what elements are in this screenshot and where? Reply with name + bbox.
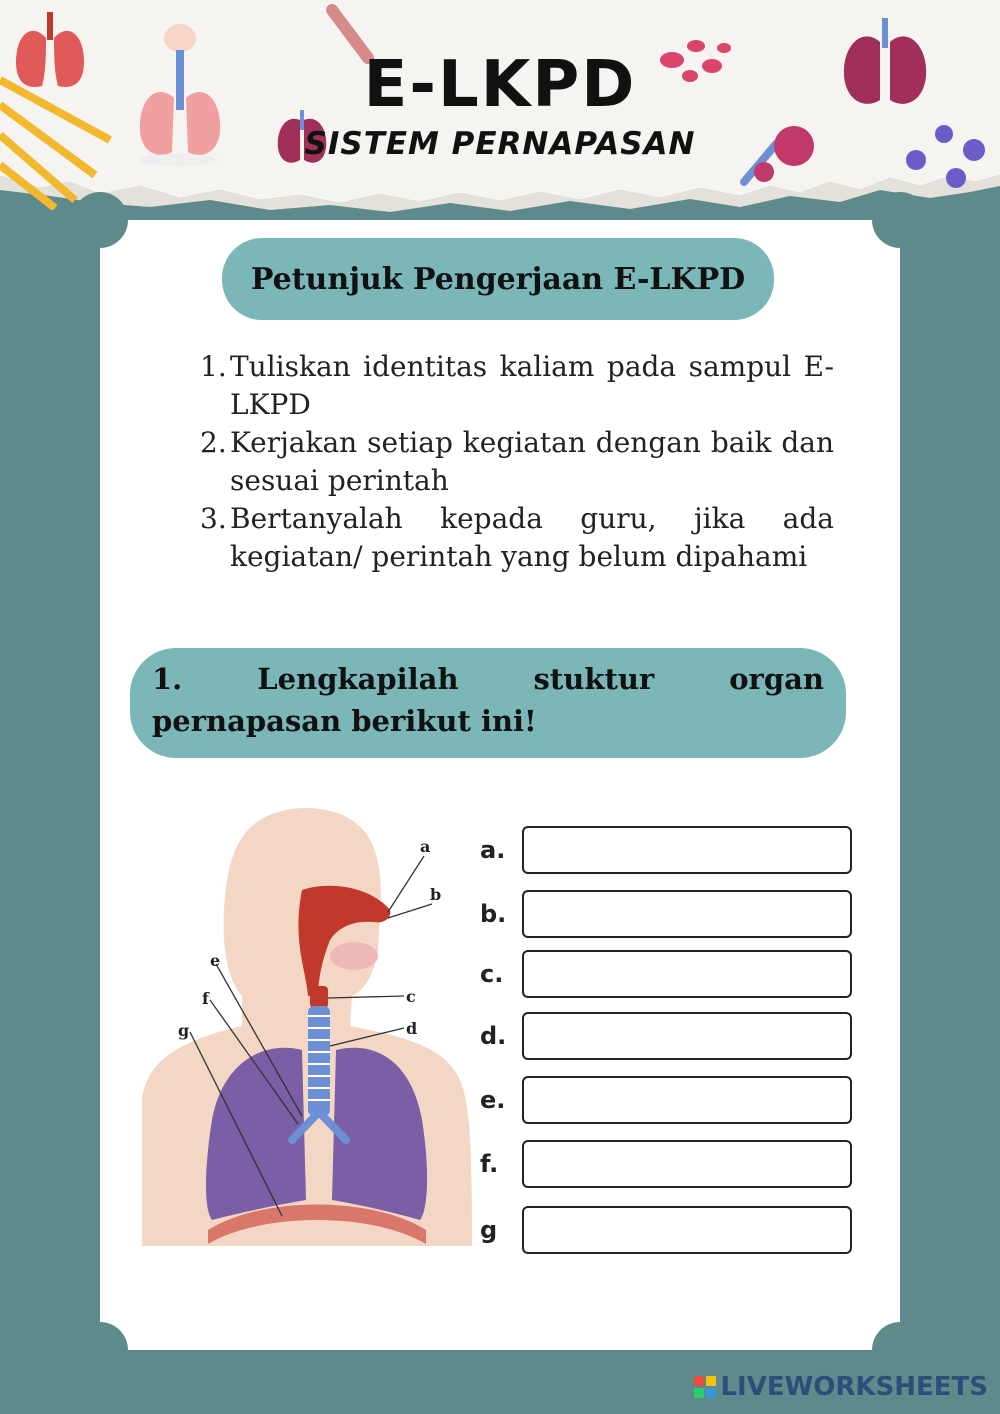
answer-f-input[interactable] [522,1140,852,1188]
card-corner [872,192,928,248]
answer-label: a. [480,836,506,864]
instruction-number: 1. [200,350,227,383]
card-corner [72,192,128,248]
instruction-text: Tuliskan identitas kaliam pada sampul E-LKPD [230,350,834,421]
answer-row [480,1206,860,1258]
task-line-2: pernapasan berikut ini! [152,704,537,738]
answer-row [480,890,860,942]
worksheet-card [100,220,900,1350]
page-title: E-LKPD [363,48,637,122]
instruction-text: Kerjakan setiap kegiatan dengan baik dan sesuai perintah [230,426,834,497]
instruction-text: Bertanyalah kepada guru, jika ada kegiatan/ perintah yang belum dipahami [230,502,834,573]
diagram-label: a [420,837,431,856]
task-prompt [130,648,846,758]
answer-label: f. [480,1150,499,1178]
answer-row [480,950,860,1002]
diagram-label: g [178,1021,190,1040]
respiratory-diagram [142,800,478,1250]
instruction-number: 2. [200,426,227,459]
answer-row [480,1076,860,1128]
instructions-list [200,348,834,576]
brand-name: LIVEWORKSHEETS [720,1372,988,1402]
answer-label: e. [480,1086,506,1114]
answer-label: b. [480,900,507,928]
diagram-label: e [210,951,221,970]
answer-d-input[interactable] [522,1012,852,1060]
page-subtitle: SISTEM PERNAPASAN [304,126,696,162]
answer-label: g [480,1216,498,1244]
answer-label: d. [480,1022,507,1050]
answer-e-input[interactable] [522,1076,852,1124]
instruction-item [200,500,834,576]
instruction-item [200,348,834,424]
answer-g-input[interactable] [522,1206,852,1254]
card-corner [72,1322,128,1378]
answer-row [480,826,860,878]
answer-b-input[interactable] [522,890,852,938]
larynx [310,986,328,1008]
answer-label: c. [480,960,504,988]
answer-row [480,1140,860,1192]
instructions-heading: Petunjuk Pengerjaan E-LKPD [222,238,774,320]
answer-a-input[interactable] [522,826,852,874]
diagram-label: b [430,885,442,904]
liveworksheets-brand[interactable] [694,1370,988,1404]
diagram-label: f [202,989,209,1008]
diagram-label: c [406,987,416,1006]
task-line-1: 1. Lengkapilah stuktur organ [152,662,824,696]
answer-row [480,1012,860,1064]
mouth-cavity [330,942,378,970]
answer-c-input[interactable] [522,950,852,998]
liveworksheets-logo-icon [694,1376,716,1398]
instruction-item [200,424,834,500]
instruction-number: 3. [200,502,227,535]
header [0,0,1000,230]
diagram-label: d [406,1019,418,1038]
